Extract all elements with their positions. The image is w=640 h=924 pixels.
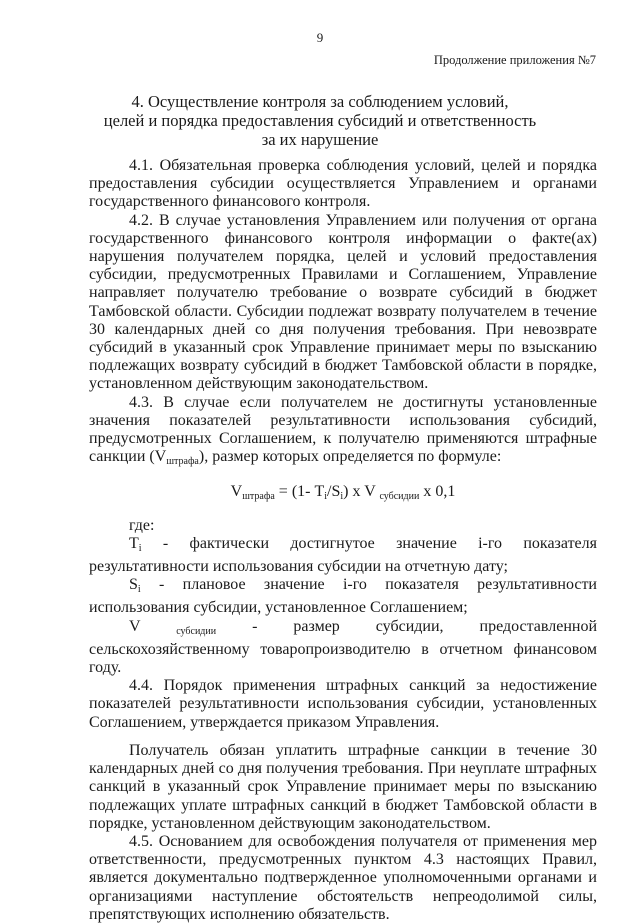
- def-text: - размер субсидии, предоставленной сельскохозяйственному товаропроизводителю в отчетном финансовом году.: [89, 617, 598, 677]
- heading-line: за их нарушение: [261, 130, 379, 149]
- formula-sub: i: [324, 491, 328, 503]
- def-sub: i: [138, 542, 142, 554]
- def-text: - плановое значение i-го показателя результативности использования субсидии, установленное Соглашением;: [89, 576, 597, 617]
- formula-part: /S: [327, 483, 341, 501]
- definition-v: [89, 618, 597, 678]
- paragraph-4-3: [89, 394, 597, 472]
- definition-s: [89, 576, 597, 617]
- def-symbol: V: [129, 617, 177, 635]
- page-number: 9: [316, 30, 324, 45]
- paragraph-4-1: 4.1. Обязательная проверка соблюдения условий, целей и порядка предоставления субсидии осуществляется Управлением и органами государственного финансового контроля.: [89, 157, 597, 211]
- where-label: где:: [129, 516, 155, 534]
- formula-part: = (1- T: [274, 483, 325, 501]
- paragraph-4-5: 4.5. Основанием для освобождения получателя от применения мер ответственности, предусмотренных пунктом 4.3 настоящих Правил, является документально подтвержденное уполномоченными органами и организациями наступление обстоятельств непреодолимой силы, препятствующих исполнению обязательств.: [89, 832, 597, 923]
- heading-line: целей и порядка предоставления субсидий и ответственность: [103, 111, 537, 130]
- formula-part: x 0,1: [419, 483, 456, 501]
- def-sub: i: [137, 584, 141, 596]
- def-sub: субсидии: [176, 625, 217, 637]
- section-heading: [90, 92, 550, 149]
- heading-line: 4. Осуществление контроля за соблюдением условий,: [131, 92, 509, 111]
- paragraph-4-4-payment: Получатель обязан уплатить штрафные санкции в течение 30 календарных дней со дня получения требования. При неуплате штрафных санкций в указанный срок Управление принимает меры по взысканию подлежащих уплате штрафных санкций в бюджет Тамбовской области в порядке, установленном действующим законодательством.: [89, 741, 597, 832]
- document-body: [89, 157, 597, 924]
- p43-text: 4.3. В случае если получателем не достигнуты установленные значения показателей результативности использования субсидий, предусмотренных Соглашением, к получателю применяются штрафные санкции (V: [89, 393, 597, 466]
- annex-note: Продолжение приложения №7: [433, 53, 596, 67]
- def-text: - фактически достигнутое значение i-го показателя результативности использования субсидии на отчетную дату;: [89, 534, 597, 576]
- p43-subscript: штрафа: [166, 456, 199, 468]
- formula-part: ) x V: [343, 483, 380, 501]
- definition-t: [89, 535, 597, 576]
- formula-part: V: [230, 483, 243, 501]
- p43-text-end: ), размер которых определяется по формуле:: [198, 448, 502, 466]
- formula-sub: субсидии: [379, 491, 420, 503]
- formula-sub: штрафа: [242, 491, 275, 503]
- paragraph-4-2: 4.2. В случае установления Управлением или получения от органа государственного финансового контроля информации о факте(ах) нарушения получателем порядка, целей и условий предоставления субсидии, предусмотренных Правилами и Соглашением, Управление направляет получателю требование о возврате субсидий в бюджет Тамбовской области. Субсидии подлежат возврату получателем в течение 30 календарных дней со дня получения требования. При невозврате субсидий в указанный срок Управление принимает меры по взысканию подлежащих возврату субсидий в бюджет Тамбовской области в порядке, установленном действующим законодательством.: [89, 211, 597, 393]
- penalty-formula: [89, 483, 597, 506]
- def-symbol: S: [129, 576, 138, 594]
- paragraph-4-4: 4.4. Порядок применения штрафных санкций за недостижение показателей результативности использования субсидии, установленных Соглашением, утверждается приказом Управления.: [89, 677, 597, 731]
- def-symbol: T: [129, 534, 139, 552]
- formula-sub: i: [340, 491, 344, 503]
